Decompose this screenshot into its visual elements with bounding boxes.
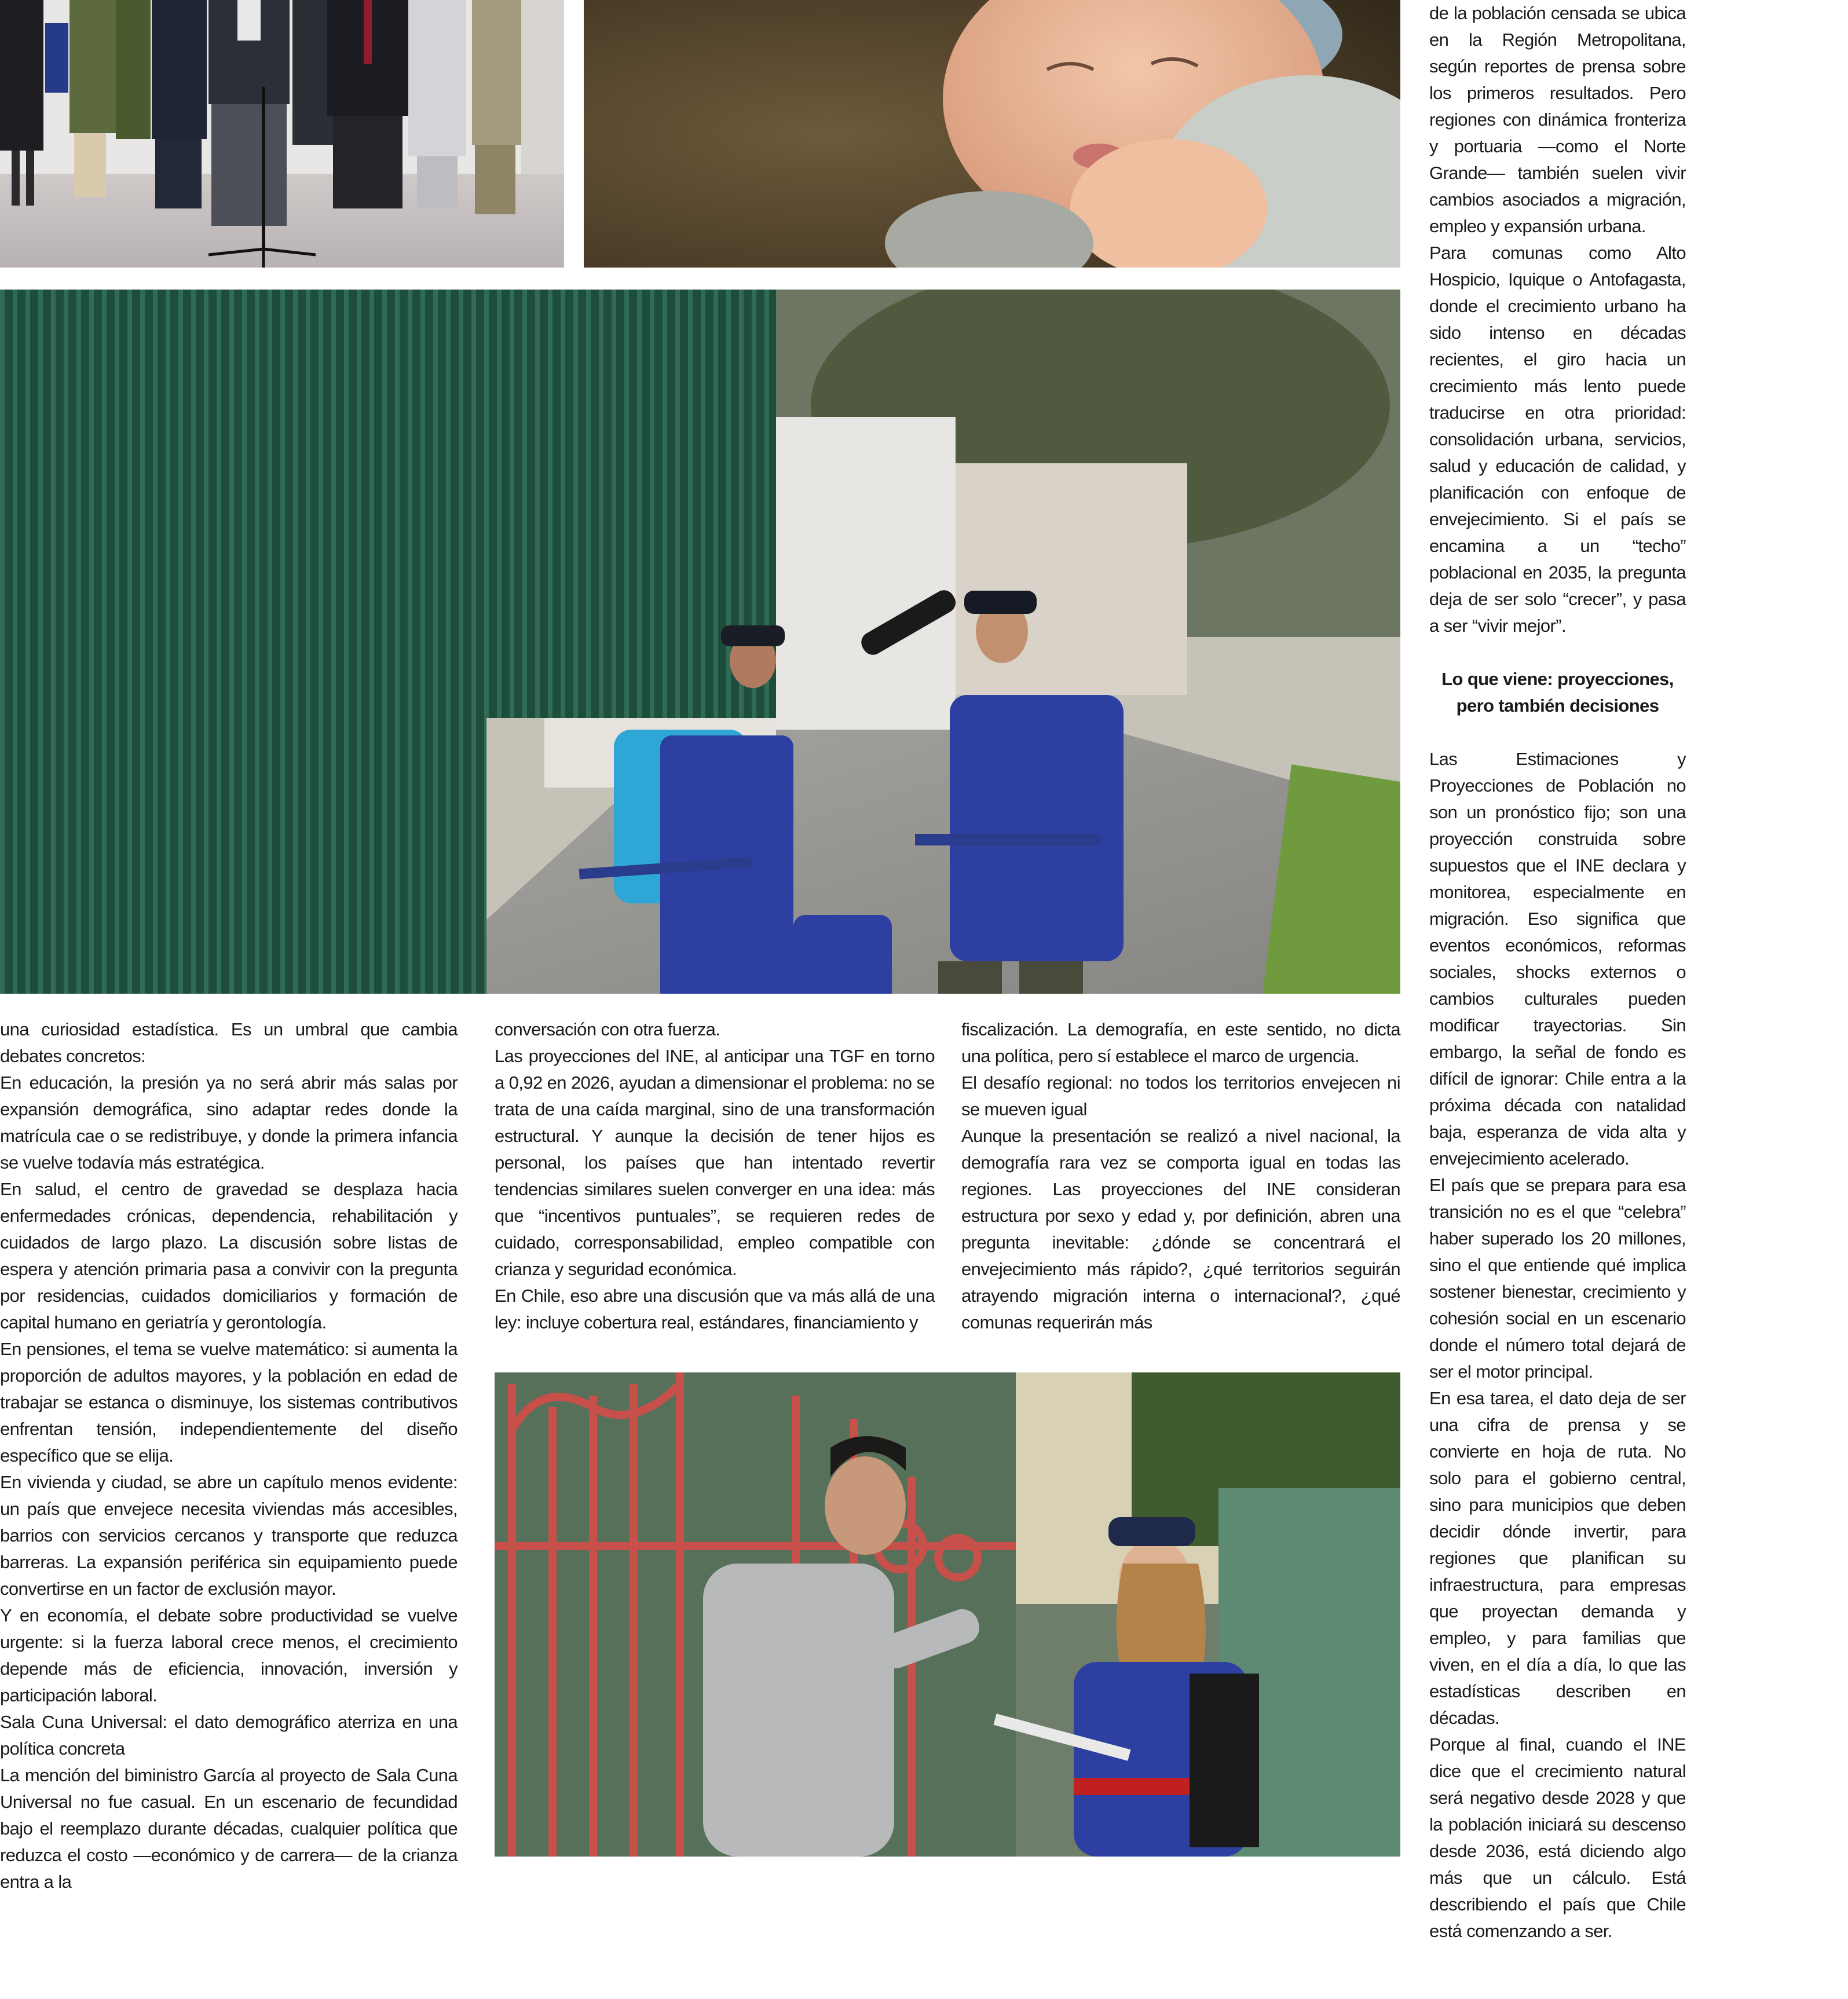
subheading: Lo que viene: proyecciones, pero también decisiones <box>1441 669 1674 716</box>
section-heading: El desafío regional: no todos los territorios envejecen ni se mueven igual <box>961 1072 1400 1119</box>
photo-officials-group <box>0 0 564 268</box>
photo-census-workers-walking <box>0 290 1400 994</box>
paragraph: En pensiones, el tema se vuelve matemático: si aumenta la proporción de adultos mayores, y la población en edad de trabajar se estanca o disminuye, los sistemas contributivos enfrentan tensión, independientemente del diseño específico que se elija. <box>0 1339 458 1466</box>
article-column-left <box>0 1016 458 1895</box>
paragraph: Las Estimaciones y Proyecciones de Población no son un pronóstico fijo; son una proyección construida sobre supuestos que el INE declara y monitorea, especialmente en migración. Eso significa que eventos económicos, reformas sociales, shocks externos o cambios culturales pueden modificar trayectorias. Sin embargo, la señal de fondo es difícil de ignorar: Chile entra a la próxima década con natalidad baja, esperanza de vida alta y envejecimiento acelerado. <box>1429 749 1686 1169</box>
article-column-middle <box>495 1016 935 1336</box>
paragraph: Las proyecciones del INE, al anticipar una TGF en torno a 0,92 en 2026, ayudan a dimensionar el problema: no se trata de una caída marginal, sino de una transformación estructural. Y aunque la decisión de tener hijos es personal, los países que han intentado revertir tendencias similares suelen converger en una idea: más que “incentivos puntuales”, se requieren redes de cuidado, corresponsabilidad, empleo compatible con crianza y seguridad económica. <box>495 1046 935 1279</box>
photo-census-interview-at-gate <box>495 1372 1400 1857</box>
paragraph: En Chile, eso abre una discusión que va más allá de una ley: incluye cobertura real, estándares, financiamiento y <box>495 1286 935 1332</box>
paragraph: Aunque la presentación se realizó a nivel nacional, la demografía rara vez se comporta igual en todas las regiones. Las proyecciones del INE consideran estructura por sexo y edad y, por definición, abren una pregunta inevitable: ¿dónde se concentrará el envejecimiento más rápido?, ¿qué territorios seguirán atrayendo migración interna o internacional?, ¿qué comunas requerirán más <box>961 1126 1400 1332</box>
paragraph: conversación con otra fuerza. <box>495 1019 720 1039</box>
gate-interview-illustration <box>495 1372 1400 1857</box>
officials-illustration <box>0 0 564 268</box>
paragraph: En vivienda y ciudad, se abre un capítulo menos evidente: un país que envejece necesita viviendas más accesibles, barrios con servicios cercanos y transporte que reduzca barreras. La expansión periférica sin equipamiento puede convertirse en un factor de exclusión mayor. <box>0 1472 458 1599</box>
paragraph: El país que se prepara para esa transición no es el que “celebra” haber superado los 20 millones, sino el que entiende qué implica sostener bienestar, crecimiento y cohesión social en un escenario donde el número total dejará de ser el motor principal. <box>1429 1175 1686 1382</box>
paragraph: Porque al final, cuando el INE dice que el crecimiento natural será negativo desde 2028 y que la población iniciará su descenso desde 2036, está diciendo algo más que un cálculo. Está describiendo el país que Chile está comenzando a ser. <box>1429 1734 1686 1941</box>
photo-newborn-baby <box>584 0 1400 268</box>
paragraph: Y en economía, el debate sobre productividad se vuelve urgente: si la fuerza laboral crece menos, el crecimiento depende más de eficiencia, innovación, inversión y participación laboral. <box>0 1605 458 1705</box>
paragraph: En educación, la presión ya no será abrir más salas por expansión demográfica, sino adaptar redes donde la matrícula cae o se redistribuye, y donde la primera infancia se vuelve todavía más estratégica. <box>0 1072 458 1173</box>
census-workers-illustration <box>0 290 1400 994</box>
paragraph: una curiosidad estadística. Es un umbral que cambia debates concretos: <box>0 1019 458 1066</box>
article-column-right-middle <box>961 1016 1400 1336</box>
section-heading: Sala Cuna Universal: el dato demográfico aterriza en una política concreta <box>0 1712 458 1759</box>
baby-illustration <box>584 0 1400 268</box>
paragraph: fiscalización. La demografía, en este sentido, no dicta una política, pero sí establece el marco de urgencia. <box>961 1019 1400 1066</box>
paragraph: En salud, el centro de gravedad se desplaza hacia enfermedades crónicas, dependencia, rehabilitación y cuidados de largo plazo. La discusión sobre listas de espera y atención primaria pasa a convivir con la pregunta por residencias, cuidados domiciliarios y formación de capital humano en geriatría y gerontología. <box>0 1179 458 1332</box>
article-column-far-right <box>1429 0 1686 1945</box>
paragraph: de la población censada se ubica en la Región Metropolitana, según reportes de prensa sobre los primeros resultados. Pero regiones con dinámica fronteriza y portuaria —como el Norte Grande— también suelen vivir cambios asociados a migración, empleo y expansión urbana. <box>1429 3 1686 236</box>
paragraph: La mención del biministro García al proyecto de Sala Cuna Universal no fue casual. En un escenario de fecundidad bajo el reemplazo durante décadas, cualquier política que reduzca el costo —económico y de carrera— de la crianza entra a la <box>0 1765 458 1892</box>
paragraph: En esa tarea, el dato deja de ser una cifra de prensa y se convierte en hoja de ruta. No solo para el gobierno central, sino para municipios que deben decidir dónde invertir, para regiones que planifican su infraestructura, para empresas que proyectan demanda y empleo, y para familias que viven, en el día a día, lo que las estadísticas describen en décadas. <box>1429 1388 1686 1728</box>
paragraph: Para comunas como Alto Hospicio, Iquique o Antofagasta, donde el crecimiento urbano ha sido intenso en décadas recientes, el giro hacia un crecimiento más lento puede traducirse en otra prioridad: consolidación urbana, servicios, salud y educación de calidad, y planificación con enfoque de envejecimiento. Si el país se encamina a un “techo” poblacional en 2035, la pregunta deja de ser solo “crecer”, y pasa a ser “vivir mejor”. <box>1429 243 1686 636</box>
